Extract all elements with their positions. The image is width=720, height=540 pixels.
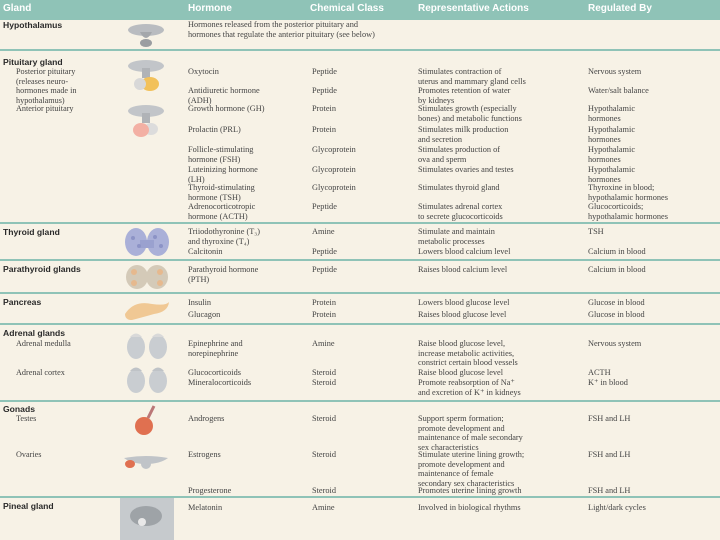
header-regulated-by: Regulated By [588, 3, 652, 14]
class-cell: Glycoprotein [312, 183, 356, 192]
section-divider [0, 292, 720, 294]
action-cell: Promotes uterine lining growth [418, 486, 522, 495]
regulated-by-cell: K⁺ in blood [588, 378, 628, 387]
class-cell: Peptide [312, 247, 337, 256]
action-cell: Stimulates adrenal cortex to secrete glucocorticoids [418, 202, 503, 221]
regulated-by-cell: Hypothalamic hormones [588, 165, 636, 184]
class-cell: Amine [312, 227, 335, 236]
gland-hypothalamus: Hypothalamus [3, 20, 63, 30]
adrenal-medulla-label: Adrenal medulla [16, 339, 71, 348]
regulated-by-cell: Hypothalamic hormones [588, 125, 636, 144]
adrenal-medulla-icon [124, 330, 170, 360]
hypothalamus-note: Hormones released from the posterior pituitary and hormones that regulate the anterior pituitary (see below) [188, 20, 375, 39]
regulated-by-cell: Nervous system [588, 339, 642, 348]
thyroid-icon [122, 226, 172, 258]
action-cell: Promote reabsorption of Na⁺ and excretion of K⁺ in kidneys [418, 378, 521, 397]
hormone-cell: Prolactin (PRL) [188, 125, 241, 134]
class-cell: Steroid [312, 450, 336, 459]
section-divider [0, 49, 720, 51]
regulated-by-cell: Calcium in blood [588, 265, 646, 274]
section-divider [0, 259, 720, 261]
regulated-by-cell: Glucose in blood [588, 298, 645, 307]
hormone-cell: Antidiuretic hormone (ADH) [188, 86, 260, 105]
regulated-by-cell: Glucose in blood [588, 310, 645, 319]
header-gland: Gland [3, 3, 32, 14]
action-cell: Raises blood calcium level [418, 265, 508, 274]
action-cell: Lowers blood glucose level [418, 298, 510, 307]
action-cell: Involved in biological rhythms [418, 503, 521, 512]
regulated-by-cell: FSH and LH [588, 414, 631, 423]
header-hormone: Hormone [188, 3, 232, 14]
action-cell: Raise blood glucose level, increase metabolic activities, constrict certain blood vessels [418, 339, 518, 367]
action-cell: Stimulates milk production and secretion [418, 125, 509, 144]
action-cell: Stimulates contraction of uterus and mammary gland cells [418, 67, 526, 86]
gland-pancreas: Pancreas [3, 297, 42, 307]
hypothalamus-icon [120, 22, 172, 48]
hormone-cell: Glucocorticoids [188, 368, 241, 377]
class-cell: Glycoprotein [312, 145, 356, 154]
hormone-cell: Insulin [188, 298, 212, 307]
hormone-cell: Adrenocorticotropic hormone (ACTH) [188, 202, 256, 221]
hormone-cell: Epinephrine and norepinephrine [188, 339, 243, 358]
gland-thyroid: Thyroid gland [3, 227, 60, 237]
class-cell: Amine [312, 339, 335, 348]
regulated-by-cell: Light/dark cycles [588, 503, 646, 512]
hormone-cell: Progesterone [188, 486, 232, 495]
gland-pineal: Pineal gland [3, 501, 54, 511]
anterior-pituitary-label: Anterior pituitary [16, 104, 74, 113]
regulated-by-cell: Calcium in blood [588, 247, 646, 256]
gland-parathyroid: Parathyroid glands [3, 264, 81, 274]
action-cell: Stimulates ovaries and testes [418, 165, 514, 174]
adrenal-cortex-label: Adrenal cortex [16, 368, 65, 377]
section-divider [0, 400, 720, 402]
class-cell: Protein [312, 125, 336, 134]
hormone-cell: Glucagon [188, 310, 221, 319]
class-cell: Steroid [312, 378, 336, 387]
testes-label: Testes [16, 414, 37, 423]
class-cell: Steroid [312, 368, 336, 377]
hormone-cell: Melatonin [188, 503, 223, 512]
regulated-by-cell: Nervous system [588, 67, 642, 76]
posterior-pituitary-icon [120, 58, 172, 94]
class-cell: Peptide [312, 265, 337, 274]
anterior-pituitary-icon [120, 103, 172, 139]
class-cell: Steroid [312, 414, 336, 423]
action-cell: Promotes retention of water by kidneys [418, 86, 511, 105]
header-actions: Representative Actions [418, 3, 529, 14]
regulated-by-cell: FSH and LH [588, 450, 631, 459]
gland-adrenal: Adrenal glands [3, 328, 66, 338]
header-chemical-class: Chemical Class [310, 3, 384, 14]
ovaries-icon [120, 450, 172, 476]
class-cell: Peptide [312, 86, 337, 95]
posterior-pituitary-label: Posterior pituitary (releases neuro- hormones made in hypothalamus) [16, 67, 77, 105]
regulated-by-cell: ACTH [588, 368, 611, 377]
ovaries-label: Ovaries [16, 450, 42, 459]
regulated-by-cell: Hypothalamic hormones [588, 145, 636, 164]
class-cell: Protein [312, 310, 336, 319]
action-cell: Raise blood glucose level [418, 368, 504, 377]
regulated-by-cell: TSH [588, 227, 604, 236]
action-cell: Stimulate uterine lining growth; promote development and maintenance of female secondary sex characteristics [418, 450, 525, 488]
hormone-cell: Triiodothyronine (T₃) and thyroxine (T₄) [188, 227, 260, 246]
action-cell: Stimulates thyroid gland [418, 183, 500, 192]
gland-pituitary: Pituitary gland [3, 57, 63, 67]
class-cell: Protein [312, 298, 336, 307]
action-cell: Raises blood glucose level [418, 310, 507, 319]
regulated-by-cell: Water/salt balance [588, 86, 649, 95]
hormone-cell: Growth hormone (GH) [188, 104, 265, 113]
table-header [0, 0, 720, 20]
section-divider [0, 323, 720, 325]
hormone-cell: Calcitonin [188, 247, 223, 256]
class-cell: Steroid [312, 486, 336, 495]
class-cell: Amine [312, 503, 335, 512]
action-cell: Stimulates growth (especially bones) and metabolic functions [418, 104, 522, 123]
hormone-cell: Androgens [188, 414, 225, 423]
hormone-cell: Oxytocin [188, 67, 219, 76]
section-divider [0, 496, 720, 498]
regulated-by-cell: FSH and LH [588, 486, 631, 495]
pancreas-icon [122, 296, 172, 322]
regulated-by-cell: Glucocorticoids; hypothalamic hormones [588, 202, 668, 221]
action-cell: Stimulate and maintain metabolic processes [418, 227, 495, 246]
class-cell: Glycoprotein [312, 165, 356, 174]
action-cell: Support sperm formation; promote development and maintenance of male secondary sex characteristics [418, 414, 523, 452]
regulated-by-cell: Hypothalamic hormones [588, 104, 636, 123]
gland-gonads: Gonads [3, 404, 35, 414]
hormone-cell: Estrogens [188, 450, 221, 459]
class-cell: Peptide [312, 202, 337, 211]
adrenal-cortex-icon [124, 364, 170, 394]
class-cell: Protein [312, 104, 336, 113]
action-cell: Lowers blood calcium level [418, 247, 511, 256]
section-divider [0, 222, 720, 224]
hormone-cell: Follicle-stimulating hormone (FSH) [188, 145, 254, 164]
regulated-by-cell: Thyroxine in blood; hypothalamic hormones [588, 183, 668, 202]
hormone-cell: Mineralocorticoids [188, 378, 252, 387]
testes-icon [124, 404, 170, 436]
hormone-cell: Thyroid-stimulating hormone (TSH) [188, 183, 255, 202]
hormone-cell: Parathyroid hormone (PTH) [188, 265, 259, 284]
action-cell: Stimulates production of ova and sperm [418, 145, 501, 164]
class-cell: Peptide [312, 67, 337, 76]
pineal-icon [120, 498, 174, 540]
hormone-cell: Luteinizing hormone (LH) [188, 165, 258, 184]
parathyroid-icon [122, 263, 172, 291]
